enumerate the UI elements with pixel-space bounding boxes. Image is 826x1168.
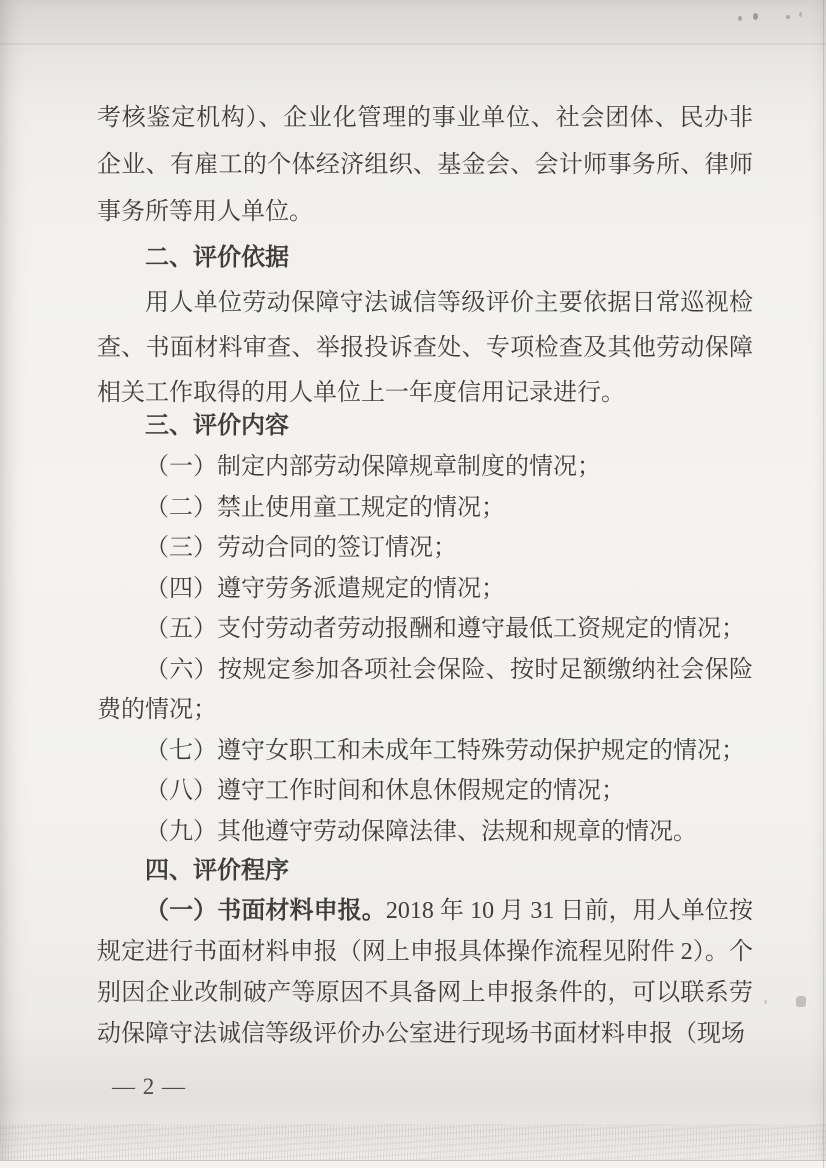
scan-bottom-edge <box>0 1160 826 1168</box>
paragraph-evaluation-procedure <box>97 891 753 1055</box>
list-item: （四）遵守劳务派遣规定的情况； <box>145 575 505 602</box>
scan-noise-band <box>0 1124 826 1162</box>
list-item: （五）支付劳动者劳动报酬和遵守最低工资规定的情况； <box>145 616 745 642</box>
list-item: （九）其他遵守劳动保障法律、法规和规章的情况。 <box>145 818 697 845</box>
paragraph-evaluation-basis: 用人单位劳动保障守法诚信等级评价主要依据日常巡视检查、书面材料审查、举报投诉查处、专项检查及其他劳动保障相关工作取得的用人单位上一年度信用记录进行。 <box>97 290 753 406</box>
list-item: （一）制定内部劳动保障规章制度的情况； <box>145 454 601 480</box>
section-heading-evaluation-basis: 二、评价依据 <box>145 245 289 271</box>
scan-speck <box>799 12 802 17</box>
scan-speck <box>753 13 758 20</box>
scan-speck <box>764 1000 767 1004</box>
section-heading-evaluation-content: 三、评价内容 <box>145 413 289 439</box>
list-item: （二）禁止使用童工规定的情况； <box>145 494 505 521</box>
paragraph-body-text: 2018 年 10 月 31 日前，用人单位按规定进行书面材料申报（网上申报具体操作流程见附件 2）。个别因企业改制破产等原因不具备网上申报条件的，可以联系劳动保障守法诚信等级评价办公室进行现场书面材料申报（现场 <box>97 898 754 1047</box>
scan-speck <box>738 16 742 21</box>
evaluation-content-list <box>97 447 753 852</box>
scan-artifact-line <box>0 43 826 45</box>
paragraph-intro-continuation: 考核鉴定机构）、企业化管理的事业单位、社会团体、民办非企业、有雇工的个体经济组织、基金会、会计师事务所、律师事务所等用人单位。 <box>97 105 753 225</box>
paragraph-lead-bold: （一）书面材料申报。 <box>145 898 386 924</box>
list-item: （六）按规定参加各项社会保险、按时足额缴纳社会保险费的情况； <box>97 656 753 723</box>
list-item: （三）劳动合同的签订情况； <box>145 535 457 561</box>
scan-speck <box>786 15 790 19</box>
list-item: （八）遵守工作时间和休息休假规定的情况； <box>145 778 625 804</box>
scan-edge-line <box>823 0 824 1168</box>
scan-smudge <box>796 996 806 1007</box>
page-number: — 2 — <box>112 1074 186 1099</box>
section-heading-evaluation-procedure: 四、评价程序 <box>145 858 289 884</box>
list-item: （七）遵守女职工和未成年工特殊劳动保护规定的情况； <box>145 737 745 764</box>
